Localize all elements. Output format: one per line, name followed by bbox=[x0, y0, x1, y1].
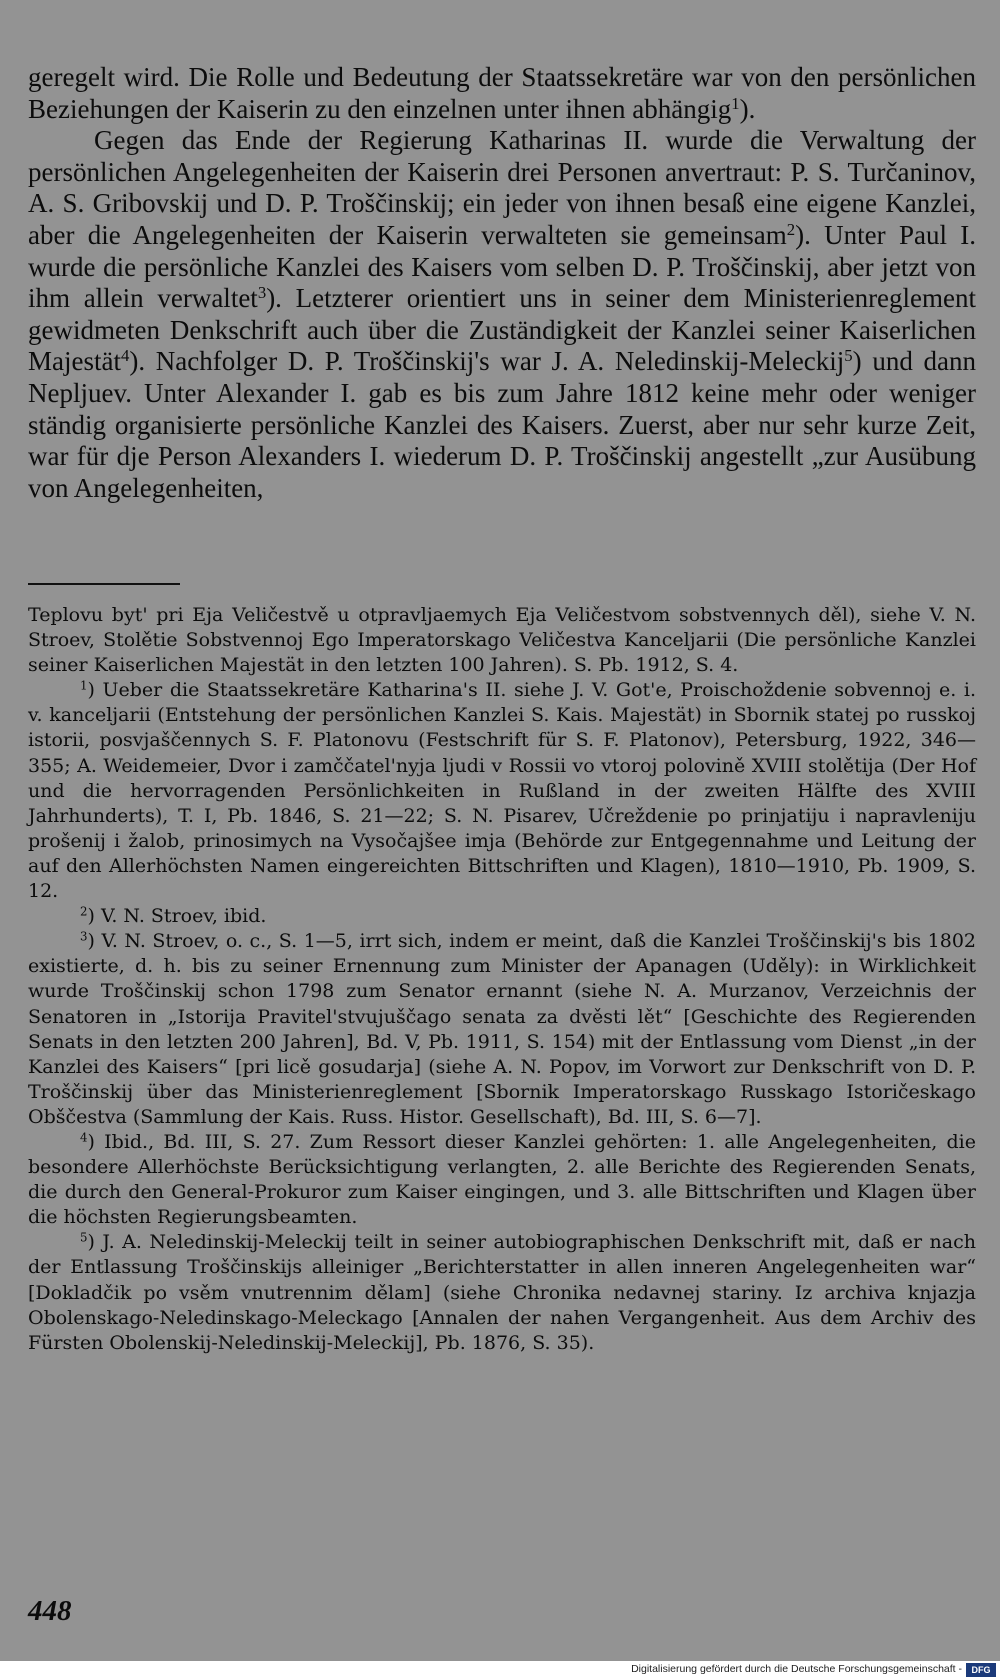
footnotes bbox=[28, 603, 976, 1356]
text-run: ). Letzterer orientiert uns in seiner dem Ministerienreglement gewidmeten Denkschrift auch über die Zuständigkeit der Kanzlei seiner Kaiserlichen Majestät bbox=[28, 283, 977, 377]
main-text bbox=[28, 62, 976, 504]
text-run: ). Unter Paul I. wurde die persönliche Kanzlei des Kaisers vom selben D. P. Troščinskij, aber jetzt von ihm allein verwaltet bbox=[28, 219, 976, 314]
text-run: geregelt wird. Die Rolle und Bedeutung der Staatssekretäre war von den persönlichen Beziehungen der Kaiserin zu den einzelnen unter ihnen abhängig bbox=[28, 62, 976, 124]
footnote-marker: 2 bbox=[786, 219, 796, 239]
footnote bbox=[28, 904, 976, 929]
body-paragraph bbox=[28, 62, 976, 125]
footnote-marker: 4 bbox=[80, 1130, 88, 1145]
footnote bbox=[28, 929, 976, 1130]
text-run: ) Ibid., Bd. III, S. 27. Zum Ressort dieser Kanzlei gehörten: 1. alle Angelegenheiten, die besondere Allerhöchste Berücksichtigung verlangten, 2. alle Berichte des Regierenden Senats, die durch den General-Prokuror zum Kaiser eingingen, und 3. alle Bittschriften und Klagen über die höchsten Regierungsbeamten. bbox=[28, 1130, 976, 1229]
footnote-marker: 3 bbox=[80, 929, 88, 944]
footnote-marker: 3 bbox=[257, 282, 267, 302]
text-run: ) Ueber die Staatssekretäre Katharina's II. siehe J. V. Got'e, Proischoždenie sobvennoj e. i. v. kanceljarii (Entstehung der persönlichen Kanzlei S. Kais. Majestät) in Sbornik statej po russkoj istorii, posvjaščennych S. F. Platonovu (Festschrift für S. F. Platonov), Petersburg, 1922, 346—355; A. Weidemeier, Dvor i zamččatel'nyja ljudi v Rossii vo vtoroj polovině XVIII stolětija (Der Hof und die hervorragenden Persönlichkeiten in Rußland in der zweiten Hälfte des XVIII Jahrhunderts), T. I, Pb. 1846, S. 21—22; S. N. Pisarev, Učreždenie po prinjatiju i napravleniju prošenij i žalob, prinosimych na Vysočajšee imja (Behörde zur Entgegennahme und Leitung der auf den Allerhöchsten Namen eingereichten Bittschriften und Klagen), 1810—1910, Pb. 1909, S. 12. bbox=[28, 679, 976, 903]
footnote-marker: 1 bbox=[731, 93, 740, 113]
digitization-credit: Digitalisierung gefördert durch die Deutsche Forschungsgemeinschaft - bbox=[631, 1663, 962, 1675]
text-run: Gegen das Ende der Regierung Katharinas II. wurde die Verwaltung der persönlichen Angelegenheiten der Kaiserin drei Personen anvertraut: P. S. Turčaninov, A. S. Gribovskij und D. P. Troščinskij; ein jeder von ihnen besaß eine eigene Kanzlei, aber die Angelegenheiten der Kaiserin verwalteten sie gemeinsam bbox=[28, 125, 976, 250]
footnote-continuation bbox=[28, 603, 976, 678]
footnote bbox=[28, 1130, 976, 1230]
text-run: ) und dann Nepljuev. Unter Alexander I. gab es bis zum Jahre 1812 keine mehr oder weniger ständig organisierte persönliche Kanzlei des Kaisers. Zuerst, aber nur sehr kurze Zeit, war für dje Person Alexanders I. wiederum D. P. Troščinskij angestellt „zur Ausübung von Angelegenheiten, bbox=[28, 346, 976, 503]
footnote bbox=[28, 678, 976, 904]
text-run: ). bbox=[739, 93, 756, 124]
text-run: ) V. N. Stroev, ibid. bbox=[87, 905, 267, 928]
digitization-credit-bar bbox=[0, 1661, 1000, 1679]
footnote-marker: 1 bbox=[80, 678, 88, 693]
footnote bbox=[28, 1230, 976, 1355]
text-run: ) V. N. Stroev, o. c., S. 1—5, irrt sich, indem er meint, daß die Kanzlei Troščinskij's bis 1802 existierte, d. h. bis zu seiner Ernennung zum Minister der Apanagen (Uděly): in Wirklichkeit wurde Troščinskij schon 1798 zum Senator ernannt (siehe N. A. Murzanov, Verzeichnis der Senatoren in „Istorija Pravitel'stvujuščago senata za dvěsti lět“ [Geschichte des Regierenden Senats in den letzten 200 Jahren], Bd. V, Pb. 1911, S. 154) mit der Entlassung vom Dienst „in der Kanzlei des Kaisers“ [pri licě gosudarja] (siehe A. N. Popov, im Vorwort zur Denkschrift von D. P. Troščinskij über das Ministerienreglement [Sbornik Imperatorskago Russkago Istoričeskago Obščestva (Sammlung der Kais. Russ. Histor. Gesellschaft), Bd. III, S. 6—7]. bbox=[28, 930, 976, 1128]
text-run: ) J. A. Neledinskij-Meleckij teilt in seiner autobiographischen Denkschrift mit, daß er nach der Entlassung Troščinskijs alleiniger „Berichterstatter in allen inneren Angelegenheiten war“ [Dokladčik po vsěm vnutrennim dělam] (siehe Chronika nedavnej stariny. Iz archiva knjazja Obolenskago-Neledinskago-Meleckago [Annalen der nahen Vergangenheit. Aus dem Archiv des Fürsten Obolenskij-Neledinskij-Meleckij], Pb. 1876, S. 35). bbox=[28, 1231, 976, 1354]
footnote-marker: 5 bbox=[844, 346, 853, 366]
footnote-marker: 4 bbox=[120, 346, 130, 366]
body-paragraph bbox=[28, 125, 976, 504]
page-number: 448 bbox=[28, 1595, 72, 1627]
footnote-marker: 5 bbox=[80, 1230, 88, 1245]
text-run: ). Nachfolger D. P. Troščinskij's war J. A. Neledinskij-Meleckij bbox=[129, 346, 845, 377]
text-run: Teplovu byt' pri Eja Veličestvě u otpravljaemych Eja Veličestvom sobstvennych děl), siehe V. N. Stroev, Stolětie Sobstvennoj Ego Imperatorskago Veličestva Kanceljarii (Die persönliche Kanzlei seiner Kaiserlichen Majestät in den letzten 100 Jahren). S. Pb. 1912, S. 4. bbox=[28, 604, 976, 677]
dfg-logo: DFG bbox=[966, 1663, 996, 1677]
footnote-marker: 2 bbox=[80, 904, 88, 919]
footnote-separator bbox=[28, 583, 180, 585]
